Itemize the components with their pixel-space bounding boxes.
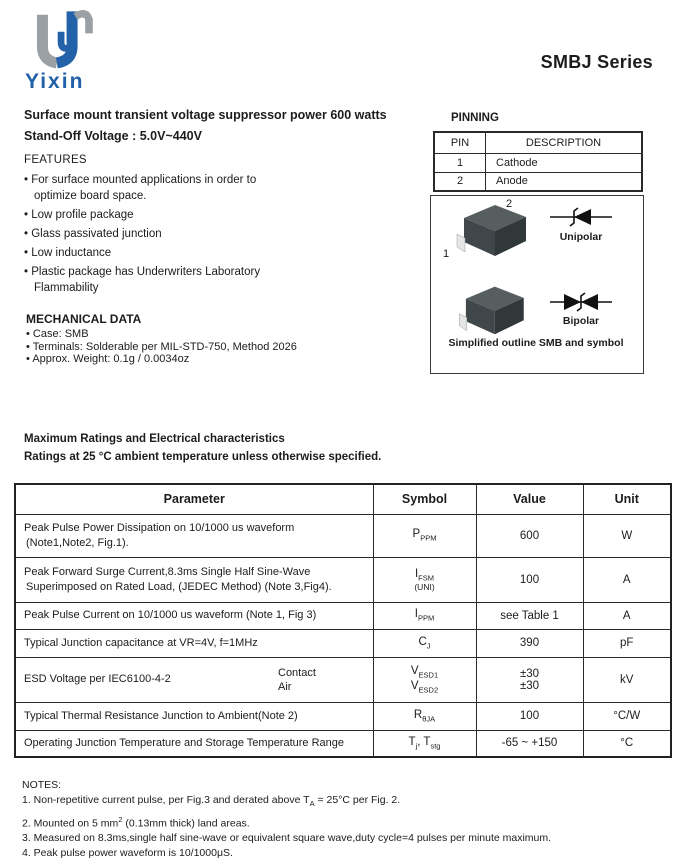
features-list <box>24 172 292 299</box>
unit-cell: pF <box>583 629 671 657</box>
col-header-description: DESCRIPTION <box>486 132 643 153</box>
value-cell: 600 <box>476 514 583 557</box>
esd-sub-labels: Contact Air <box>278 666 316 693</box>
table-row <box>15 657 671 702</box>
feature-item: • Low inductance <box>24 245 292 261</box>
table-row <box>434 172 642 191</box>
table-row <box>15 702 671 730</box>
ratings-subtitle: Ratings at 25 °C ambient temperature unless otherwise specified. <box>24 451 382 463</box>
mechanical-item: • Approx. Weight: 0.1g / 0.0034oz <box>26 353 297 366</box>
bipolar-label: Bipolar <box>562 315 600 327</box>
pinning-table <box>433 131 643 192</box>
symbol-cell: $I_{PPM}$ <box>373 602 476 629</box>
unit-cell: °C/W <box>583 702 671 730</box>
feature-item: • For surface mounted applications in order to optimize board space. <box>24 172 292 204</box>
pin1-label: 1 <box>443 248 450 260</box>
intro-line-2: Stand-Off Voltage : 5.0V~440V <box>24 129 202 143</box>
pinning-heading: PINNING <box>451 112 499 124</box>
symbol-cell: $C_J$ <box>373 629 476 657</box>
unit-cell: kV <box>583 657 671 702</box>
mechanical-data-heading: MECHANICAL DATA <box>26 312 142 326</box>
smb-package-unipolar-icon <box>448 200 536 260</box>
note-line: 4. Peak pulse power waveform is 10/1000μS. <box>22 847 233 860</box>
unit-cell: A <box>583 557 671 602</box>
value-cell: ±30 ±30 <box>476 657 583 702</box>
note-line: 2. Mounted on 5 $mm^2$ (0.13mm thick) land areas. <box>22 814 250 829</box>
note-line: 1. Non-repetitive current pulse, per Fig.3 and derated above $T_A = 25^\circ C$ per Fig. 2. <box>22 794 401 809</box>
symbol-cell: $R_{\theta JA}$ <box>373 702 476 730</box>
col-header-symbol: Symbol <box>373 484 476 514</box>
value-cell: 100 <box>476 557 583 602</box>
param-cell: Peak Forward Surge Current,8.3ms Single Half Sine-Wave Superimposed on Rated Load, (JEDEC Method) (Note 3,Fig4). <box>15 557 373 602</box>
table-row <box>15 557 671 602</box>
symbol-cell: $T_j$, $T_{stg}$ <box>373 730 476 757</box>
note-line: 3. Measured on 8.3ms,single half sine-wave or equivalent square wave,duty cycle=4 pulses per minute maximum. <box>22 832 552 845</box>
col-header-parameter: Parameter <box>15 484 373 514</box>
mechanical-item: • Case: SMB <box>26 328 297 341</box>
feature-item: • Low profile package <box>24 207 292 223</box>
symbol-cell: $I_{FSM}$ (UNI) <box>373 557 476 602</box>
pin-description: Cathode <box>486 153 643 172</box>
mechanical-data-list <box>26 328 297 366</box>
pinning-header-row <box>434 132 642 153</box>
unit-cell: W <box>583 514 671 557</box>
symbol-cell: $V_{ESD1}$ $V_{ESD2}$ <box>373 657 476 702</box>
feature-item: • Glass passivated junction <box>24 226 292 242</box>
table-row <box>434 153 642 172</box>
mechanical-item: • Terminals: Solderable per MIL-STD-750, Method 2026 <box>26 341 297 354</box>
ratings-table <box>14 483 672 758</box>
pin2-label: 2 <box>506 198 513 210</box>
page-title: SMBJ Series <box>540 52 653 72</box>
param-cell: Operating Junction Temperature and Storage Temperature Range <box>15 730 373 757</box>
features-heading: FEATURES <box>24 154 87 166</box>
pin-number: 2 <box>434 172 486 191</box>
pin-description: Anode <box>486 172 643 191</box>
unipolar-diode-symbol-icon <box>550 206 612 228</box>
value-cell: 390 <box>476 629 583 657</box>
bipolar-diode-symbol-icon <box>550 291 612 313</box>
logo-text: Yixin <box>25 70 85 93</box>
col-header-pin: PIN <box>434 132 486 153</box>
yixin-logo-icon <box>28 8 106 74</box>
param-cell: Typical Thermal Resistance Junction to Ambient(Note 2) <box>15 702 373 730</box>
table-row <box>15 730 671 757</box>
smb-package-bipolar-icon <box>448 282 536 338</box>
unipolar-label: Unipolar <box>559 231 603 243</box>
col-header-value: Value <box>476 484 583 514</box>
symbol-cell: $P_{PPM}$ <box>373 514 476 557</box>
feature-item: • Plastic package has Underwriters Laboratory Flammability <box>24 264 292 296</box>
pin-number: 1 <box>434 153 486 172</box>
table-row <box>15 514 671 557</box>
table-row <box>15 602 671 629</box>
param-cell: Peak Pulse Current on 10/1000 us waveform (Note 1, Fig 3) <box>15 602 373 629</box>
outline-caption: Simplified outline SMB and symbol <box>448 337 624 349</box>
notes-section <box>22 778 551 862</box>
param-cell: Typical Junction capacitance at VR=4V, f=1MHz <box>15 629 373 657</box>
unit-cell: °C <box>583 730 671 757</box>
ratings-title: Maximum Ratings and Electrical characteristics <box>24 433 285 445</box>
ratings-header-row <box>15 484 671 514</box>
param-cell: ESD Voltage per IEC6100-4-2 Contact Air <box>15 657 373 702</box>
value-cell: -65 ~ +150 <box>476 730 583 757</box>
col-header-unit: Unit <box>583 484 671 514</box>
value-cell: see Table 1 <box>476 602 583 629</box>
notes-heading: NOTES: <box>22 779 62 791</box>
intro-line-1: Surface mount transient voltage suppressor power 600 watts <box>24 108 387 122</box>
table-row <box>15 629 671 657</box>
param-cell: Peak Pulse Power Dissipation on 10/1000 us waveform (Note1,Note2, Fig.1). <box>15 514 373 557</box>
value-cell: 100 <box>476 702 583 730</box>
unit-cell: A <box>583 602 671 629</box>
